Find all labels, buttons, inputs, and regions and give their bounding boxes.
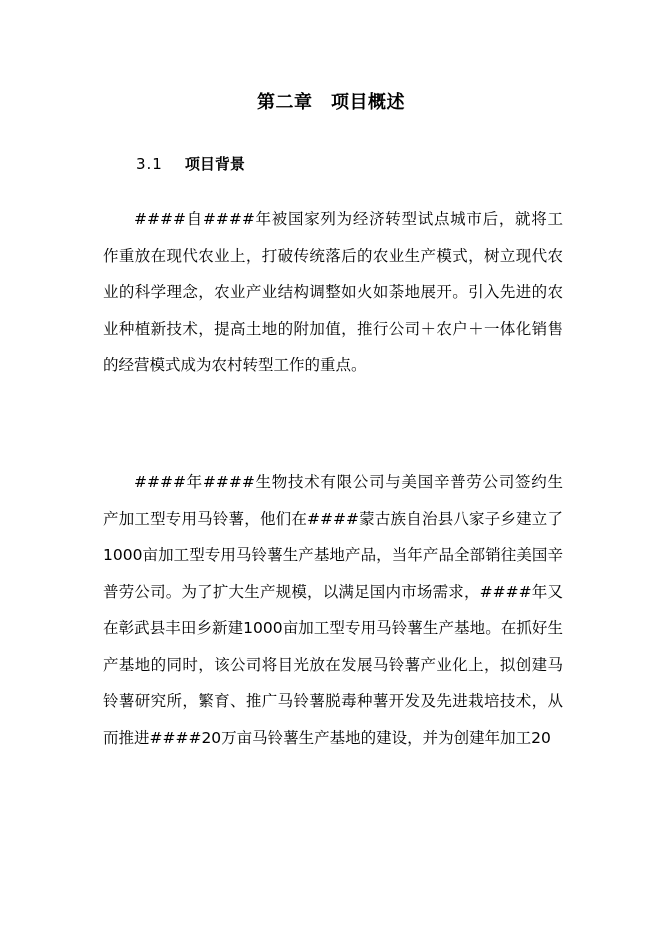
body-paragraph: ####年####生物技术有限公司与美国辛普劳公司签约生产加工型专用马铃薯，他们在####蒙古族自治县八家子乡建立了1000亩加工型专用马铃薯生产基地产品，当年产品全部销往美国辛普劳公司。为了扩大生产规模，以满足国内市场需求，####年又在彰武县丰田乡新建1000亩加工型专用马铃薯生产基地。在抓好生产基地的同时，该公司将目光放在发展马铃薯产业化上，拟创建马铃薯研究所，繁育、推广马铃薯脱毒种薯开发及先进栽培技术，从而推进####20万亩马铃薯生产基地的建设，并为创建年加工20 (103, 473, 563, 747)
section-number: 3.1 (136, 155, 163, 173)
section-title: 项目背景 (184, 155, 245, 173)
body-paragraph: ####自####年被国家列为经济转型试点城市后，就将工作重放在现代农业上，打破传统落后的农业生产模式，树立现代农业的科学理念，农业产业结构调整如火如荼地展开。引入先进的农业种植新技术，提高土地的附加值，推行公司＋农户＋一体化销售的经营模式成为农村转型工作的重点。 (103, 210, 563, 374)
section-heading (136, 151, 245, 177)
chapter-title: 第二章 项目概述 (257, 92, 405, 113)
